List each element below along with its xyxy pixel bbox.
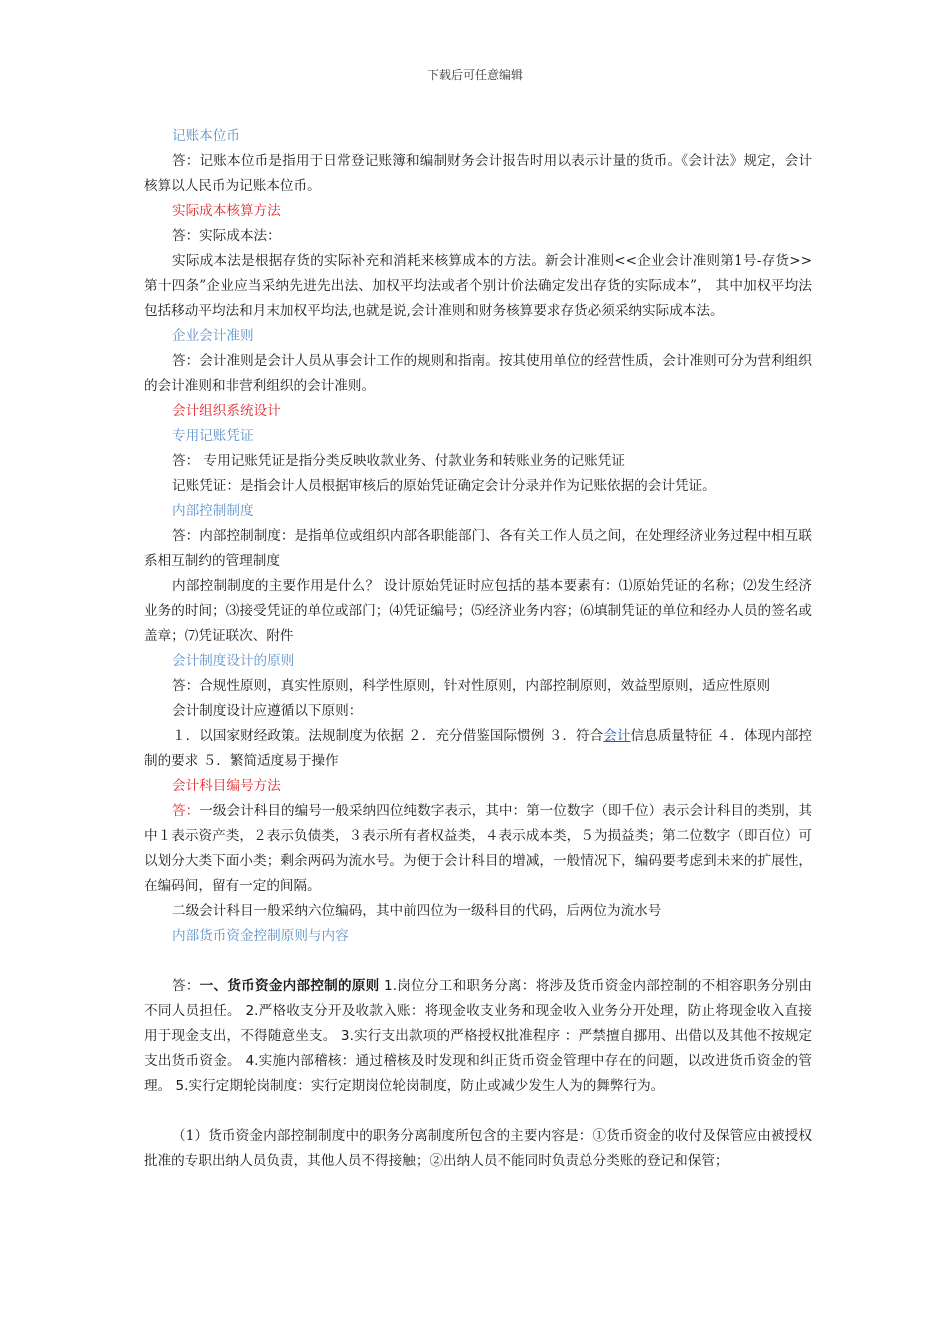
text-run: 信息质量特征 ４．体现内部控制的要求 ５．繁简适度易于操作 bbox=[144, 728, 813, 769]
bold-heading: 一、货币资金内部控制的原则 bbox=[199, 978, 380, 994]
paragraph: 二级会计科目一般采纳六位编码，其中前四位为一级科目的代码，后两位为流水号 bbox=[172, 903, 662, 919]
spacer bbox=[144, 949, 812, 974]
paragraph: 实际成本法是根据存货的实际补充和消耗来核算成本的方法。新会计准则<<企业会计准则第1号-存货>>第十四条”企业应当采纳先进先出法、加权平均法或者个别计价法确定发出存货的实际成本”， 其中加权平均法包括移动平均法和月末加权平均法,也就是说,会计准则和财务核算要求存货必须采纳实际成本法。 bbox=[144, 253, 812, 319]
paragraph: 答：内部控制制度：是指单位或组织内部各职能部门、各有关工作人员之间，在处理经济业务过程中相互联系相互制约的管理制度 bbox=[144, 528, 812, 569]
paragraph: 答：实际成本法： bbox=[172, 228, 281, 244]
answer-label: 答： bbox=[172, 803, 200, 819]
page-header: 下载后可任意编辑 bbox=[426, 68, 523, 82]
paragraph: 答：会计准则是会计人员从事会计工作的规则和指南。按其使用单位的经营性质，会计准则可分为营利组织的会计准则和非营利组织的会计准则。 bbox=[144, 353, 812, 394]
paragraph: 记账凭证：是指会计人员根据审核后的原始凭证确定会计分录并作为记账依据的会计凭证。 bbox=[172, 478, 716, 494]
paragraph: 会计制度设计应遵循以下原则： bbox=[172, 703, 363, 719]
text-run: １．以国家财经政策。法规制度为依据 ２．充分借鉴国际惯例 ３．符合 bbox=[172, 728, 604, 744]
section-title-cash-control: 内部货币资金控制原则与内容 bbox=[172, 928, 349, 944]
document-body bbox=[144, 124, 812, 1174]
spacer bbox=[144, 1099, 812, 1124]
paragraph: 答：合规性原则，真实性原则，科学性原则，针对性原则，内部控制原则，效益型原则，适应性原则 bbox=[172, 678, 771, 694]
paragraph-principles-list bbox=[144, 724, 812, 774]
text-run: 答： bbox=[172, 978, 200, 994]
paragraph: 答： 专用记账凭证是指分类反映收款业务、付款业务和转账业务的记账凭证 bbox=[172, 453, 625, 469]
section-title-special-voucher: 专用记账凭证 bbox=[172, 428, 254, 444]
section-title-design-principles: 会计制度设计的原则 bbox=[172, 653, 295, 669]
paragraph: 答：记账本位币是指用于日常登记账簿和编制财务会计报告时用以表示计量的货币。《会计法》规定，会计核算以人民币为记账本位币。 bbox=[144, 153, 812, 194]
section-title-internal-control: 内部控制制度 bbox=[172, 503, 254, 519]
paragraph: 内部控制制度的主要作用是什么？ 设计原始凭证时应包括的基本要素有：⑴原始凭证的名称；⑵发生经济业务的时间；⑶接受凭证的单位或部门；⑷凭证编号；⑸经济业务内容；⑹填制凭证的单位和经办人员的签名或盖章；⑺凭证联次、附件 bbox=[144, 578, 812, 644]
paragraph bbox=[144, 799, 812, 899]
section-title-functional-currency: 记账本位币 bbox=[172, 128, 240, 144]
text-run: 一级会计科目的编号一般采纳四位纯数字表示，其中：第一位数字（即千位）表示会计科目的类别，其中１表示资产类，２表示负债类，３表示所有者权益类，４表示成本类，５为损益类；第二位数字（即百位）可以划分大类下面小类；剩余两码为流水号。为便于会计科目的增减，一般情况下，编码要考虑到未来的扩展性，在编码间，留有一定的间隔。 bbox=[144, 803, 813, 894]
text-run: 1.岗位分工和职务分离：将涉及货币资金内部控制的不相容职务分别由不同人员担任。 2.严格收支分开及收款入账：将现金收支业务和现金收入业务分开处理，防止将现金收入直接用于现金支出，不得随意坐支。 3.实行支出款项的严格授权批准程序 ：严禁擅自挪用、出借以及其他不按规定支出货币资金。 4.实施内部稽核：通过稽核及时发现和纠正货币资金管理中存在的问题，以改进货币资金的管理。 5.实行定期轮岗制度：实行定期岗位轮岗制度，防止或减少发生人为的舞弊行为。 bbox=[144, 978, 813, 1094]
accounting-link[interactable]: 会计 bbox=[603, 728, 631, 744]
section-title-accounting-standards: 企业会计准则 bbox=[172, 328, 254, 344]
section-title-actual-cost: 实际成本核算方法 bbox=[172, 203, 281, 219]
paragraph: （1）货币资金内部控制制度中的职务分离制度所包含的主要内容是：①货币资金的收付及保管应由被授权批准的专职出纳人员负责，其他人员不得接触；②出纳人员不能同时负责总分类账的登记和保管； bbox=[144, 1128, 812, 1169]
paragraph bbox=[144, 974, 812, 1099]
section-title-org-design: 会计组织系统设计 bbox=[172, 403, 281, 419]
section-title-account-numbering: 会计科目编号方法 bbox=[172, 778, 281, 794]
